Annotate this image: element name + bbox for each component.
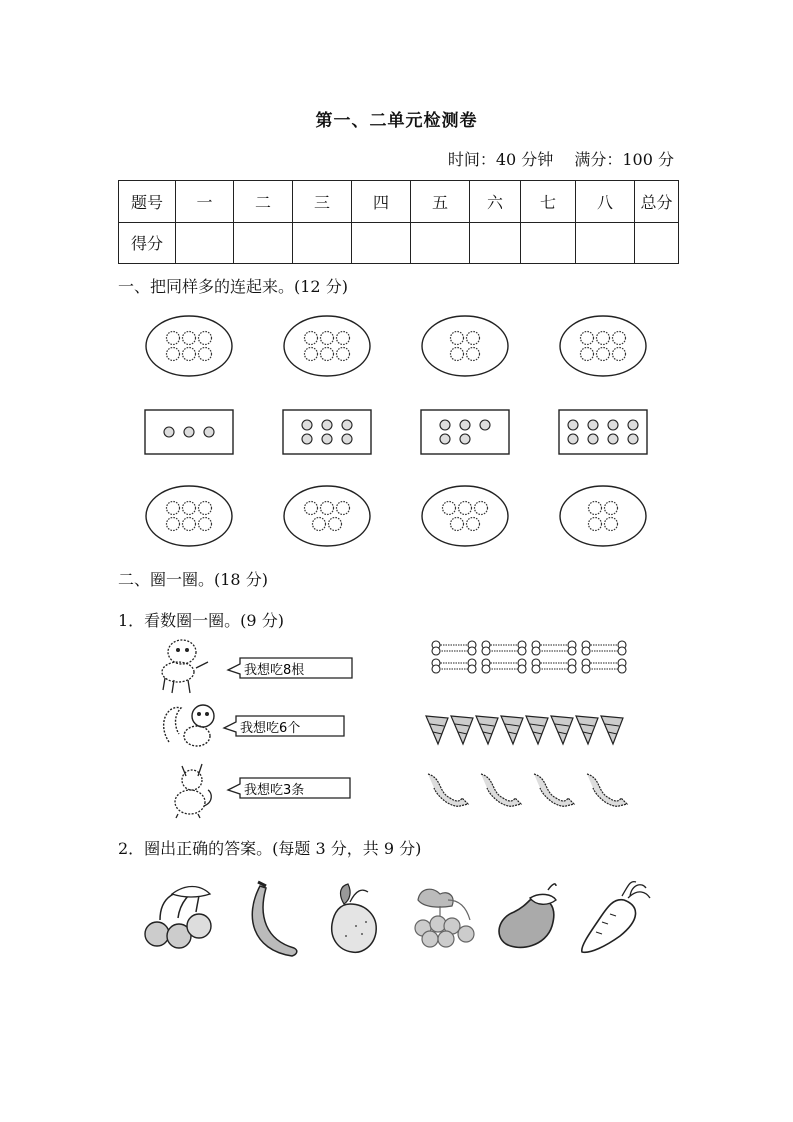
score-header-cell: 二: [234, 181, 293, 223]
dot: [302, 434, 312, 444]
object-item: [613, 348, 626, 361]
top-ovals-row: [146, 316, 646, 376]
pinecone-icon: [451, 716, 473, 744]
dot-box-1[interactable]: [145, 410, 233, 454]
dot: [342, 420, 352, 430]
speech-text-3: 我想吃3条: [244, 783, 305, 798]
score-header-cell: 七: [521, 181, 576, 223]
pinecone-icon: [476, 716, 498, 744]
object-item: [605, 502, 618, 515]
orange-icon[interactable]: [332, 884, 377, 952]
fish-icon: [428, 774, 468, 806]
object-item: [597, 332, 610, 345]
dot-box-3[interactable]: [421, 410, 509, 454]
top-oval-1[interactable]: [146, 316, 232, 376]
eggplant-icon[interactable]: [499, 884, 556, 948]
object-item: [183, 348, 196, 361]
dot-box-2[interactable]: [283, 410, 371, 454]
section2-heading: 二、圈一圈。(18 分): [118, 570, 268, 589]
object-item: [613, 332, 626, 345]
dot: [460, 420, 470, 430]
object-item: [313, 518, 326, 531]
squirrel-icon: [164, 705, 214, 746]
bone-icon: [432, 659, 476, 673]
speech-text-1: 我想吃8根: [244, 663, 305, 678]
exam-full-score: 满分：100 分: [574, 150, 674, 169]
dot: [322, 434, 332, 444]
dot: [588, 434, 598, 444]
pinecone-icon: [551, 716, 573, 744]
dot: [342, 434, 352, 444]
object-item: [321, 332, 334, 345]
dot: [322, 420, 332, 430]
pinecone-icon: [426, 716, 448, 744]
object-item: [337, 332, 350, 345]
object-item: [443, 502, 456, 515]
object-item: [199, 348, 212, 361]
score-header-cell: 八: [576, 181, 635, 223]
score-cell-8[interactable]: [576, 222, 635, 264]
matching-figure: [0, 300, 793, 600]
dot: [608, 420, 618, 430]
radish-icon[interactable]: [582, 882, 650, 953]
score-header-cell: 六: [470, 181, 521, 223]
speech-bubble-3: [228, 778, 350, 798]
dot: [568, 434, 578, 444]
object-item: [199, 502, 212, 515]
object-item: [167, 502, 180, 515]
bones-group[interactable]: [432, 641, 626, 673]
score-table: [118, 180, 679, 264]
score-header-cell: 四: [352, 181, 411, 223]
bottom-oval-2[interactable]: [284, 486, 370, 546]
fish-icon: [534, 774, 574, 806]
object-item: [597, 348, 610, 361]
dot: [440, 434, 450, 444]
object-item: [337, 348, 350, 361]
pinecone-icon: [501, 716, 523, 744]
exam-time: 时间：40 分钟: [447, 150, 554, 169]
section1-heading: 一、把同样多的连起来。(12 分): [118, 277, 348, 296]
object-item: [305, 502, 318, 515]
bone-icon: [482, 659, 526, 673]
score-row-label: 得分: [119, 222, 176, 264]
dot: [184, 427, 194, 437]
object-item: [459, 502, 472, 515]
object-item: [305, 332, 318, 345]
object-item: [183, 332, 196, 345]
speech-text-2: 我想吃6个: [240, 721, 301, 736]
object-item: [581, 348, 594, 361]
bone-icon: [532, 659, 576, 673]
dot: [628, 420, 638, 430]
pinecone-icon: [576, 716, 598, 744]
page-title: 第一、二单元检测卷: [315, 111, 478, 131]
fish-icon: [587, 774, 627, 806]
dot-boxes-row: [145, 410, 647, 454]
banana-icon[interactable]: [252, 882, 297, 956]
dog-icon: [162, 640, 208, 693]
score-table-header-row: [119, 181, 679, 223]
speech-bubble-2: [224, 716, 344, 736]
fish-group[interactable]: [428, 774, 627, 806]
object-item: [475, 502, 488, 515]
bone-icon: [582, 641, 626, 655]
cat-icon: [175, 764, 211, 818]
dot: [204, 427, 214, 437]
score-header-cell: 总分: [635, 181, 679, 223]
dot: [588, 420, 598, 430]
bottom-oval-4[interactable]: [560, 486, 646, 546]
score-cell-1[interactable]: [176, 222, 234, 264]
dot: [440, 420, 450, 430]
q2-heading: 2．圈出正确的答案。(每题 3 分，共 9 分): [118, 839, 422, 858]
object-item: [321, 348, 334, 361]
speech-bubble-1: [228, 658, 352, 678]
score-cell-6[interactable]: [470, 222, 521, 264]
dot-box-4[interactable]: [559, 410, 647, 454]
pinecone-icon: [601, 716, 623, 744]
fruit-veg-row: [0, 876, 793, 976]
bottom-ovals-row: [146, 486, 646, 546]
top-oval-3[interactable]: [422, 316, 508, 376]
score-header-cell: 一: [176, 181, 234, 223]
grapes-icon[interactable]: [415, 889, 474, 947]
object-item: [467, 348, 480, 361]
dot: [628, 434, 638, 444]
dot: [460, 434, 470, 444]
score-header-cell: 五: [411, 181, 470, 223]
bone-icon: [432, 641, 476, 655]
score-cell-4[interactable]: [352, 222, 411, 264]
object-item: [589, 518, 602, 531]
object-item: [321, 502, 334, 515]
dot: [568, 420, 578, 430]
cherry-icon[interactable]: [145, 887, 211, 949]
score-cell-7[interactable]: [521, 222, 576, 264]
object-item: [167, 518, 180, 531]
object-item: [589, 502, 602, 515]
dot: [608, 434, 618, 444]
object-item: [305, 348, 318, 361]
object-item: [451, 348, 464, 361]
q1-heading: 1．看数圈一圈。(9 分): [118, 611, 284, 630]
pinecone-icon: [526, 716, 548, 744]
score-cell-2[interactable]: [234, 222, 293, 264]
bottom-oval-1[interactable]: [146, 486, 232, 546]
score-header-cell: 题号: [119, 181, 176, 223]
object-item: [167, 332, 180, 345]
count-circle-figure: [0, 630, 793, 820]
score-cell-total[interactable]: [635, 222, 679, 264]
object-item: [183, 518, 196, 531]
bone-icon: [582, 659, 626, 673]
object-item: [451, 518, 464, 531]
pinecones-group[interactable]: [426, 716, 623, 744]
object-item: [199, 518, 212, 531]
bottom-oval-3[interactable]: [422, 486, 508, 546]
object-item: [467, 332, 480, 345]
object-item: [605, 518, 618, 531]
score-cell-5[interactable]: [411, 222, 470, 264]
bone-icon: [482, 641, 526, 655]
object-item: [581, 332, 594, 345]
dot: [164, 427, 174, 437]
top-oval-4[interactable]: [560, 316, 646, 376]
object-item: [183, 502, 196, 515]
score-table-score-row: [119, 222, 679, 264]
fish-icon: [481, 774, 521, 806]
exam-meta: [432, 147, 674, 170]
object-item: [167, 348, 180, 361]
object-item: [451, 332, 464, 345]
object-item: [199, 332, 212, 345]
object-item: [329, 518, 342, 531]
score-cell-3[interactable]: [293, 222, 352, 264]
object-item: [467, 518, 480, 531]
score-header-cell: 三: [293, 181, 352, 223]
object-item: [337, 502, 350, 515]
bone-icon: [532, 641, 576, 655]
top-oval-2[interactable]: [284, 316, 370, 376]
dot: [302, 420, 312, 430]
dot: [480, 420, 490, 430]
